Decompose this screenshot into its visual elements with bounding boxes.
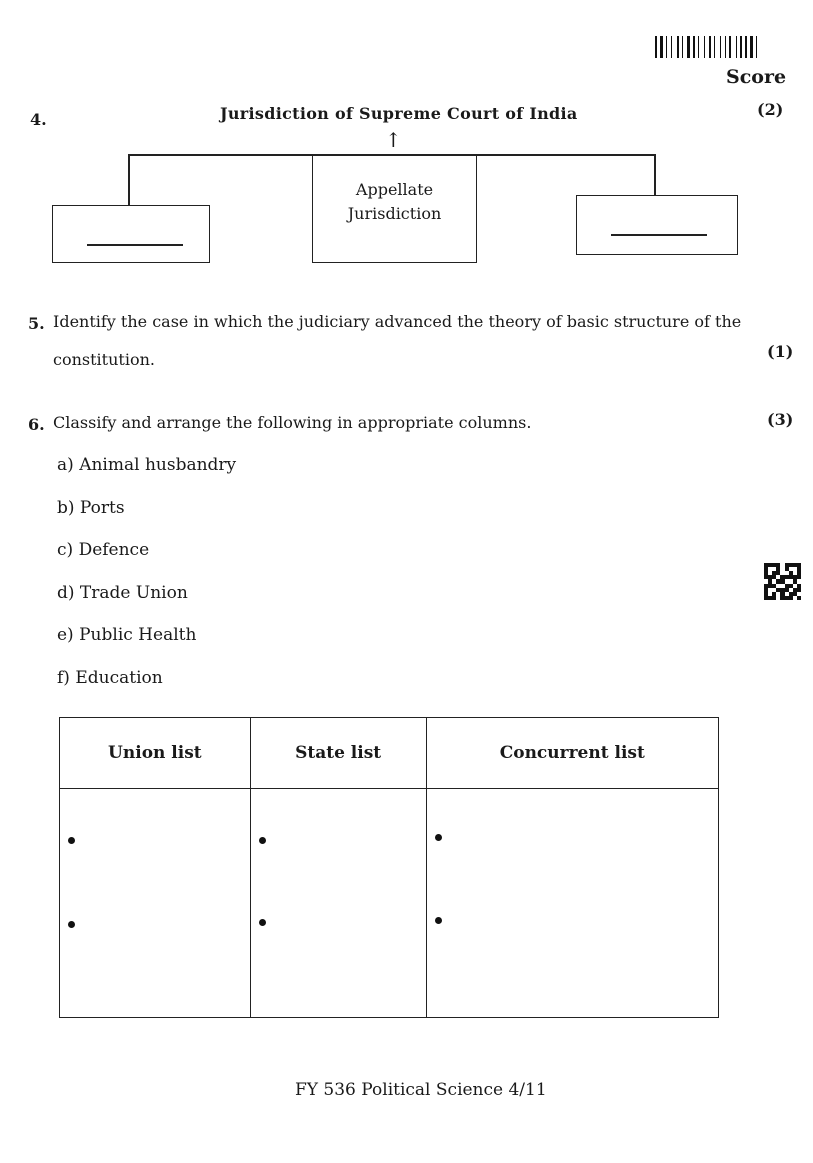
item-label: c) bbox=[57, 540, 74, 560]
barcode-stripe bbox=[743, 36, 744, 58]
item-text: Trade Union bbox=[79, 583, 188, 603]
answer-blank-line bbox=[87, 244, 183, 246]
barcode-stripe bbox=[727, 36, 728, 58]
barcode-stripe bbox=[693, 36, 695, 58]
barcode-stripe bbox=[706, 36, 708, 58]
barcode-stripe bbox=[696, 36, 697, 58]
diagram-title: Jurisdiction of Supreme Court of India bbox=[220, 104, 578, 123]
barcode-stripe bbox=[658, 36, 659, 58]
barcode-stripe bbox=[725, 36, 726, 58]
question-6-number: 6. bbox=[28, 415, 45, 434]
barcode-stripe bbox=[712, 36, 713, 58]
bullet-point-icon bbox=[259, 837, 266, 844]
list-item bbox=[57, 540, 149, 560]
barcode-stripe bbox=[738, 36, 739, 58]
barcode-stripe bbox=[655, 36, 657, 58]
barcode-stripe bbox=[758, 36, 760, 58]
barcode-stripe bbox=[709, 36, 711, 58]
diagram-right-connector bbox=[654, 154, 656, 196]
barcode-stripe bbox=[736, 36, 737, 58]
concurrent-list-answer-cell[interactable] bbox=[426, 789, 718, 1018]
question-5-text-line-2: constitution. bbox=[53, 350, 155, 369]
list-item bbox=[57, 455, 236, 475]
page-footer: FY 536 Political Science 4/11 bbox=[295, 1080, 547, 1100]
bullet-point-icon bbox=[435, 917, 442, 924]
barcode-stripe bbox=[698, 36, 699, 58]
answer-blank-line bbox=[611, 234, 707, 236]
bullet-point-icon bbox=[68, 921, 75, 928]
barcode-stripe bbox=[745, 36, 747, 58]
item-text: Defence bbox=[78, 540, 150, 560]
list-item bbox=[57, 625, 196, 645]
barcode-stripe bbox=[716, 36, 719, 58]
center-box-line-2: Jurisdiction bbox=[347, 204, 442, 223]
barcode bbox=[655, 36, 781, 58]
question-6-marks: (3) bbox=[767, 410, 794, 429]
bullet-point-icon bbox=[68, 837, 75, 844]
question-4-number: 4. bbox=[30, 110, 47, 129]
item-label: b) bbox=[57, 498, 75, 518]
barcode-stripe bbox=[673, 36, 676, 58]
item-label: d) bbox=[57, 583, 75, 603]
item-label: f) bbox=[57, 668, 70, 688]
state-list-answer-cell[interactable] bbox=[250, 789, 426, 1018]
barcode-stripe bbox=[754, 36, 755, 58]
bullet-point-icon bbox=[435, 834, 442, 841]
barcode-stripe bbox=[740, 36, 742, 58]
diagram-right-blank-box bbox=[576, 195, 738, 255]
item-text: Education bbox=[75, 668, 163, 688]
barcode-stripe bbox=[704, 36, 705, 58]
list-item bbox=[57, 498, 125, 518]
question-5-marks: (1) bbox=[767, 342, 794, 361]
item-label: a) bbox=[57, 455, 74, 475]
barcode-stripe bbox=[687, 36, 690, 58]
center-box-line-1: Appellate bbox=[355, 180, 434, 199]
barcode-stripe bbox=[722, 36, 724, 58]
barcode-stripe bbox=[668, 36, 670, 58]
barcode-stripe bbox=[700, 36, 703, 58]
item-text: Animal husbandry bbox=[79, 455, 237, 475]
qr-module bbox=[797, 596, 801, 600]
barcode-stripe bbox=[660, 36, 663, 58]
question-5-number: 5. bbox=[28, 314, 45, 333]
barcode-stripe bbox=[714, 36, 715, 58]
barcode-stripe bbox=[664, 36, 665, 58]
bullet-point-icon bbox=[259, 919, 266, 926]
barcode-stripe bbox=[750, 36, 753, 58]
diagram-center-box bbox=[312, 155, 477, 263]
barcode-stripe bbox=[684, 36, 686, 58]
question-6-text: Classify and arrange the following in appropriate columns. bbox=[53, 413, 532, 432]
barcode-stripe bbox=[666, 36, 667, 58]
question-5-text-line-1: Identify the case in which the judiciary advanced the theory of basic structure of the bbox=[53, 312, 742, 331]
barcode-stripe bbox=[720, 36, 721, 58]
barcode-stripe bbox=[756, 36, 757, 58]
union-list-answer-cell[interactable] bbox=[60, 789, 251, 1018]
up-arrow-icon: ↑ bbox=[385, 128, 402, 152]
barcode-stripe bbox=[748, 36, 749, 58]
barcode-stripe bbox=[682, 36, 683, 58]
item-text: Ports bbox=[79, 498, 125, 518]
barcode-stripe bbox=[729, 36, 731, 58]
diagram-left-connector bbox=[128, 154, 130, 206]
question-4-marks: (2) bbox=[757, 100, 784, 119]
barcode-stripe bbox=[691, 36, 692, 58]
barcode-stripe bbox=[732, 36, 735, 58]
classification-table bbox=[59, 717, 719, 1018]
list-item bbox=[57, 583, 188, 603]
diagram-left-blank-box bbox=[52, 205, 210, 263]
column-header-union-list: Union list bbox=[60, 718, 251, 789]
barcode-stripe bbox=[680, 36, 681, 58]
barcode-stripe bbox=[677, 36, 679, 58]
barcode-stripe bbox=[671, 36, 672, 58]
qr-code-icon bbox=[764, 563, 801, 600]
item-label: e) bbox=[57, 625, 74, 645]
column-header-concurrent-list: Concurrent list bbox=[426, 718, 718, 789]
score-label: Score bbox=[726, 66, 787, 88]
item-text: Public Health bbox=[79, 625, 197, 645]
list-item bbox=[57, 668, 163, 688]
column-header-state-list: State list bbox=[250, 718, 426, 789]
